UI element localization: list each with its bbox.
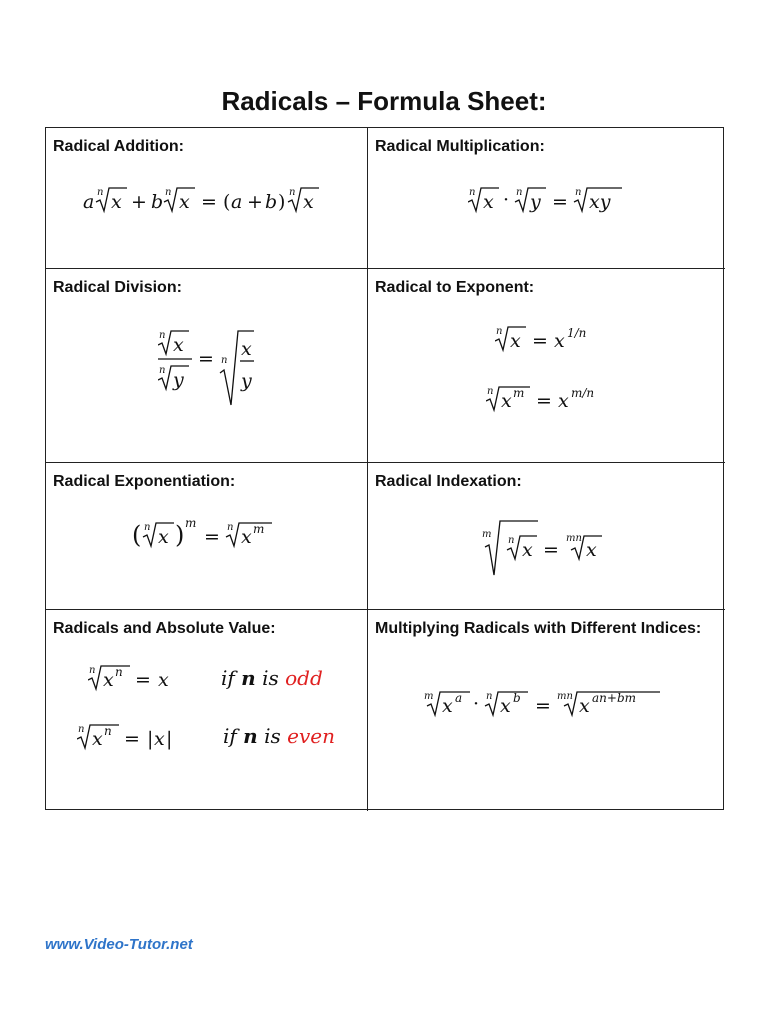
svg-text:x: x (483, 191, 494, 213)
svg-text:x: x (158, 669, 169, 691)
svg-text:b: b (151, 191, 164, 213)
cell-radicals-absolute-value (46, 610, 368, 811)
svg-text:mn: mn (566, 533, 582, 544)
formula-absolute-value-odd (88, 662, 198, 696)
svg-text:n: n (289, 187, 296, 198)
svg-text:n: n (221, 355, 228, 366)
svg-text:=: = (204, 526, 220, 548)
svg-text:x: x (522, 539, 533, 561)
svg-text:x: x (92, 728, 103, 750)
cell-title: Radical Addition: (53, 138, 184, 155)
svg-text:y: y (241, 370, 252, 392)
svg-text:m: m (513, 386, 525, 400)
svg-text:n: n (144, 522, 151, 533)
formula-radical-to-exponent-2 (486, 383, 616, 417)
cell-title: Radical Indexation: (375, 473, 522, 490)
svg-text:(: ( (132, 521, 142, 549)
formula-graphic (83, 184, 343, 218)
svg-text:n: n (486, 691, 493, 702)
formula-graphic (77, 721, 197, 755)
condition-even-word: even (287, 724, 335, 748)
cell-radical-indexation (368, 463, 725, 610)
svg-text:x: x (501, 390, 512, 412)
svg-text:=: = (201, 191, 217, 213)
svg-text:n: n (104, 724, 112, 738)
formula-radical-to-exponent-1 (495, 323, 605, 357)
formula-radical-exponentiation (132, 513, 292, 553)
svg-text:·: · (503, 189, 510, 211)
svg-text:n: n (508, 535, 515, 546)
cell-radical-to-exponent (368, 269, 725, 463)
svg-text:|: | (166, 728, 173, 750)
svg-text:n: n (165, 187, 172, 198)
svg-text:=: = (543, 539, 559, 561)
svg-text:=: = (536, 390, 552, 412)
formula-radical-addition (83, 184, 343, 218)
cell-different-indices (368, 610, 725, 811)
svg-text:x: x (111, 191, 122, 213)
formula-graphic (88, 662, 198, 696)
svg-text:n: n (115, 665, 123, 679)
svg-text:a: a (231, 191, 243, 213)
condition-if: if (223, 724, 237, 748)
formula-radical-indexation (482, 517, 622, 579)
cell-title: Radical Exponentiation: (53, 473, 236, 490)
svg-text:x: x (586, 539, 597, 561)
svg-text:x: x (500, 695, 511, 717)
svg-text:n: n (78, 724, 85, 735)
svg-text:=: = (135, 669, 151, 691)
svg-text:x: x (558, 390, 569, 412)
svg-text:a: a (83, 191, 95, 213)
cell-radical-exponentiation (46, 463, 368, 610)
cell-title: Radical Multiplication: (375, 138, 545, 155)
formula-graphic (482, 517, 622, 579)
svg-text:n: n (227, 522, 234, 533)
svg-text:): ) (175, 521, 185, 549)
svg-text:x: x (158, 526, 169, 548)
cell-title: Multiplying Radicals with Different Indices: (375, 620, 702, 637)
svg-text:1/n: 1/n (567, 326, 587, 340)
condition-even (223, 724, 335, 748)
svg-text:=: = (198, 348, 214, 370)
formula-graphic (495, 323, 605, 357)
svg-text:+: + (131, 191, 147, 213)
condition-n: n (243, 724, 258, 748)
svg-text:m: m (253, 522, 265, 536)
svg-text:y: y (173, 369, 184, 391)
svg-text:|: | (147, 728, 154, 750)
svg-text:n: n (469, 187, 476, 198)
svg-text:x: x (579, 695, 590, 717)
svg-text:b: b (513, 691, 521, 705)
cell-title: Radical Division: (53, 279, 182, 296)
svg-text:x: x (510, 330, 521, 352)
condition-n: n (241, 666, 256, 690)
svg-text:m/n: m/n (571, 386, 595, 400)
svg-text:a: a (455, 691, 463, 705)
page-title: Radicals – Formula Sheet: (221, 86, 547, 116)
formula-absolute-value-even (77, 721, 197, 755)
svg-text:an+bm: an+bm (592, 691, 636, 705)
cell-title: Radicals and Absolute Value: (53, 620, 276, 637)
formula-graphic (486, 383, 616, 417)
svg-text:x: x (303, 191, 314, 213)
cell-radical-division (46, 269, 368, 463)
svg-text:·: · (473, 693, 480, 715)
cell-radical-addition (46, 128, 368, 269)
svg-text:x: x (173, 334, 184, 356)
svg-text:n: n (97, 187, 104, 198)
svg-text:n: n (159, 330, 166, 341)
svg-text:b: b (265, 191, 278, 213)
cell-title: Radical to Exponent: (375, 279, 535, 296)
svg-text:=: = (535, 695, 551, 717)
condition-odd (221, 666, 323, 690)
svg-text:+: + (247, 191, 263, 213)
svg-text:): ) (278, 191, 286, 213)
svg-text:x: x (442, 695, 453, 717)
formula-graphic (424, 688, 674, 724)
footer-website-link[interactable]: www.Video-Tutor.net (45, 936, 193, 953)
svg-text:n: n (516, 187, 523, 198)
svg-text:m: m (424, 691, 434, 702)
svg-text:=: = (124, 728, 140, 750)
svg-text:m: m (482, 529, 492, 540)
svg-text:x: x (179, 191, 190, 213)
svg-text:x: x (154, 728, 165, 750)
svg-text:=: = (552, 191, 568, 213)
svg-text:n: n (496, 326, 503, 337)
svg-text:=: = (532, 330, 548, 352)
formula-radical-multiplication (468, 184, 638, 218)
formula-graphic (468, 184, 638, 218)
condition-is: is (264, 724, 281, 748)
svg-text:y: y (530, 191, 541, 213)
svg-text:xy: xy (589, 191, 611, 213)
condition-odd-word: odd (285, 666, 323, 690)
cell-radical-multiplication (368, 128, 725, 269)
svg-text:(: ( (223, 191, 231, 213)
formula-table (45, 127, 724, 810)
formula-radical-division (158, 325, 268, 409)
condition-is: is (262, 666, 279, 690)
condition-if: if (221, 666, 235, 690)
formula-graphic (158, 325, 268, 409)
svg-text:n: n (159, 365, 166, 376)
svg-text:mn: mn (557, 691, 573, 702)
svg-text:n: n (575, 187, 582, 198)
svg-text:x: x (103, 669, 114, 691)
formula-graphic (132, 513, 292, 553)
svg-text:m: m (185, 516, 197, 530)
svg-text:n: n (89, 665, 96, 676)
svg-text:x: x (241, 338, 252, 360)
svg-text:n: n (487, 386, 494, 397)
formula-different-indices (424, 688, 674, 724)
svg-text:x: x (554, 330, 565, 352)
svg-text:x: x (241, 526, 252, 548)
